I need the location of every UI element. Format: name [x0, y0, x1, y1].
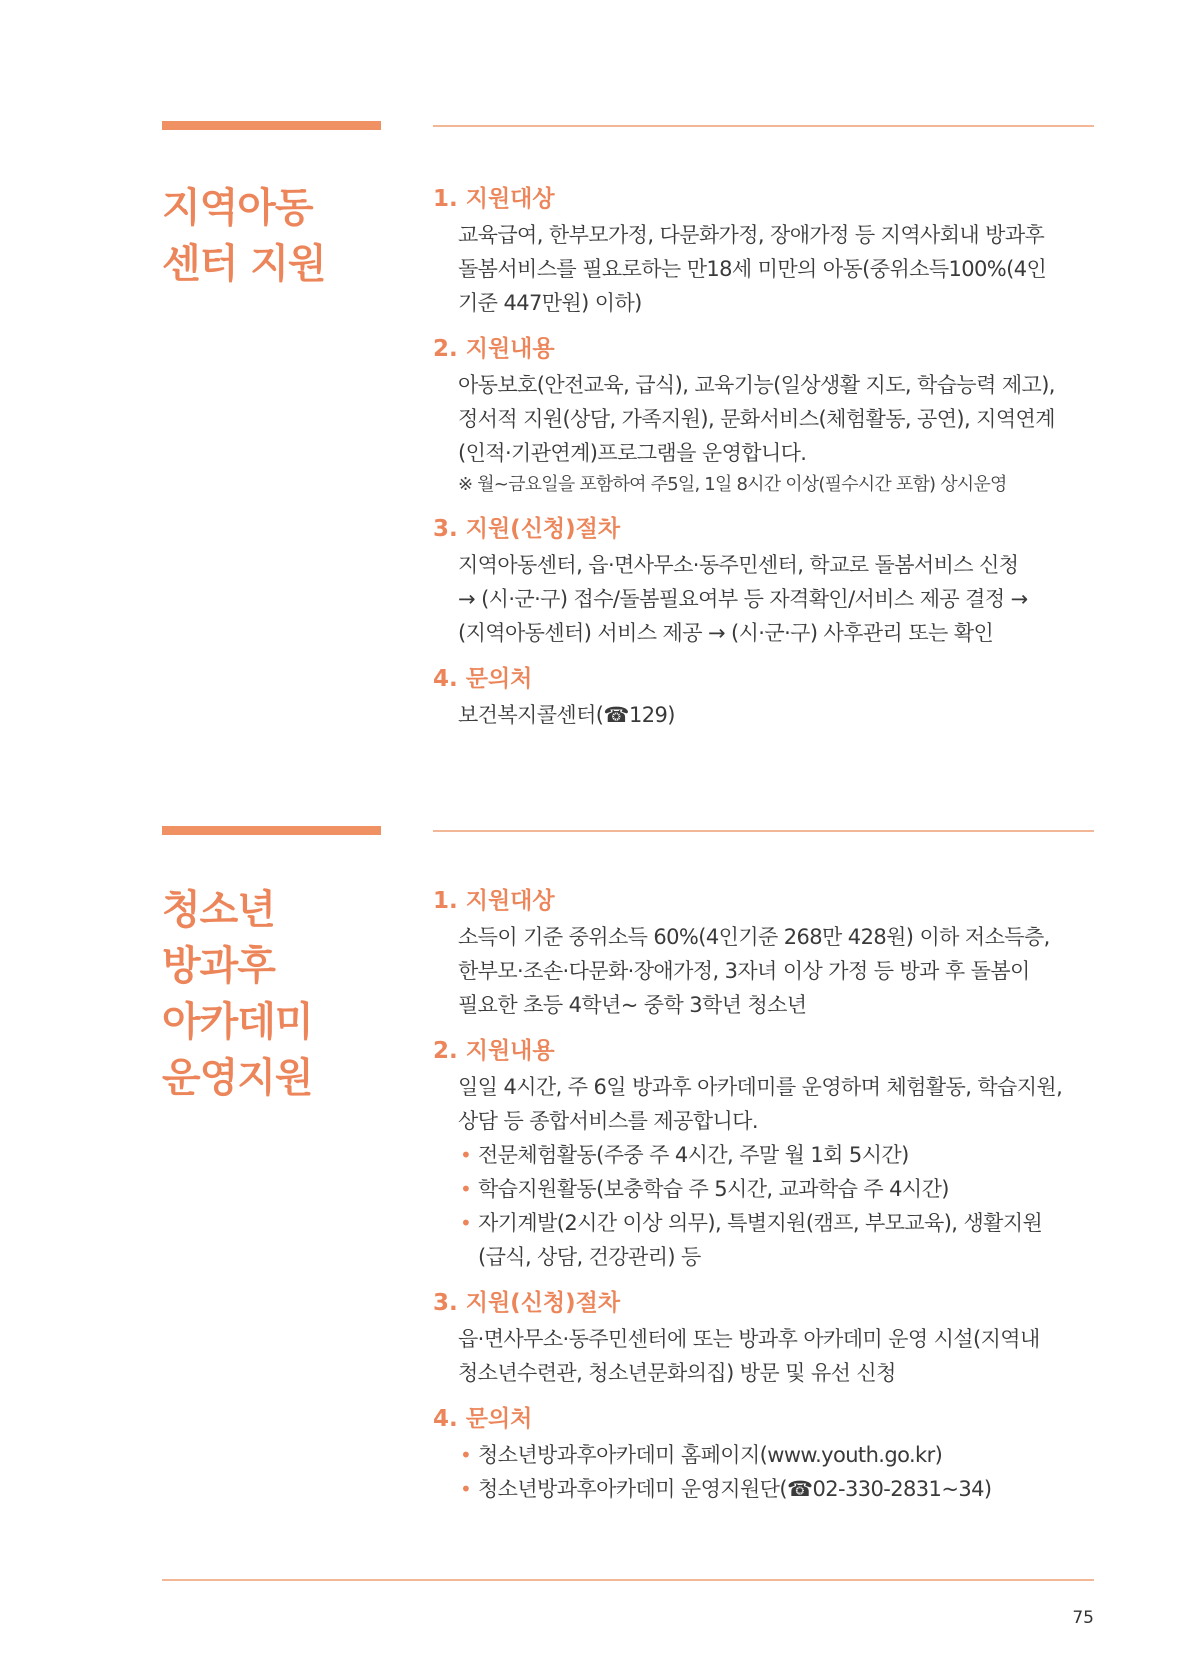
- section-1-accent-bar: [162, 121, 381, 130]
- section-1-title: [162, 180, 402, 292]
- item-heading: 2. 지원내용: [433, 336, 555, 362]
- bullet-item: [458, 1472, 1101, 1506]
- section-1-title-line: 센터 지원: [162, 241, 326, 287]
- body-line: 소득이 기준 중위소득 60%(4인기준 268만 428원) 이하 저소득층,: [458, 925, 1050, 949]
- body-line: 한부모·조손·다문화·장애가정, 3자녀 이상 가정 등 방과 후 돌봄이: [458, 959, 1030, 983]
- item-body: [458, 698, 1101, 732]
- item-body: [458, 218, 1101, 320]
- bullet-dot-icon: •: [460, 1177, 472, 1201]
- body-line: 돌봄서비스를 필요로하는 만18세 미만의 아동(중위소득100%(4인: [458, 257, 1047, 281]
- body-line: 읍·면사무소·동주민센터에 또는 방과후 아카데미 운영 시설(지역내: [458, 1327, 1040, 1351]
- section-2-item-content: [433, 1036, 1101, 1274]
- section-2-item-contact: [433, 1404, 1101, 1506]
- section-2-divider: [433, 830, 1094, 832]
- body-line: 필요한 초등 4학년~ 중학 3학년 청소년: [458, 993, 807, 1017]
- bullet-line: (급식, 상담, 건강관리) 등: [478, 1245, 701, 1269]
- section-2-item-procedure: [433, 1288, 1101, 1390]
- section-1-item-contact: [433, 664, 1101, 732]
- section-2-title-line: 청소년: [162, 887, 275, 933]
- item-heading: 1. 지원대상: [433, 888, 555, 914]
- section-2-title: [162, 882, 402, 1106]
- item-body: [458, 368, 1101, 470]
- section-1-title-line: 지역아동: [162, 185, 313, 231]
- item-heading: 2. 지원내용: [433, 1038, 555, 1064]
- body-line: 교육급여, 한부모가정, 다문화가정, 장애가정 등 지역사회내 방과후: [458, 223, 1045, 247]
- section-2-item-target: [433, 886, 1101, 1022]
- bullet-dot-icon: •: [460, 1477, 472, 1501]
- body-line: 아동보호(안전교육, 급식), 교육기능(일상생활 지도, 학습능력 제고),: [458, 373, 1055, 397]
- item-heading: 1. 지원대상: [433, 186, 555, 212]
- body-line: 보건복지콜센터(☎129): [458, 703, 675, 727]
- body-line: 정서적 지원(상담, 가족지원), 문화서비스(체험활동, 공연), 지역연계: [458, 407, 1055, 431]
- bullet-item: [458, 1206, 1101, 1274]
- bullet-item: [458, 1138, 1101, 1172]
- bullet-dot-icon: •: [460, 1143, 472, 1167]
- section-2-title-line: 방과후: [162, 943, 275, 989]
- operation-note: ※ 월~금요일을 포함하여 주5일, 1일 8시간 이상(필수시간 포함) 상시운영: [458, 474, 1007, 495]
- section-2-title-line: 아카데미: [162, 999, 313, 1045]
- item-body: [458, 1070, 1101, 1138]
- body-line: (인적·기관연계)프로그램을 운영합니다.: [458, 441, 807, 465]
- bullet-line: 청소년방과후아카데미 운영지원단(☎02-330-2831~34): [478, 1477, 992, 1501]
- bullet-dot-icon: •: [460, 1443, 472, 1467]
- body-line: 일일 4시간, 주 6일 방과후 아카데미를 운영하며 체험활동, 학습지원,: [458, 1075, 1063, 1099]
- bullet-list: [458, 1138, 1101, 1274]
- bullet-item: [458, 1438, 1101, 1472]
- item-heading: 3. 지원(신청)절차: [433, 516, 621, 542]
- section-1-item-target: [433, 184, 1101, 320]
- section-1-content: [433, 184, 1101, 746]
- body-line: → (시·군·구) 접수/돌봄필요여부 등 자격확인/서비스 제공 결정 →: [458, 587, 1028, 611]
- bullet-list: [458, 1438, 1101, 1506]
- item-body: [458, 920, 1101, 1022]
- body-line: 지역아동센터, 읍·면사무소·동주민센터, 학교로 돌봄서비스 신청: [458, 553, 1019, 577]
- item-body: [458, 548, 1101, 650]
- section-2-accent-bar: [162, 826, 381, 835]
- item-heading: 4. 문의처: [433, 666, 533, 692]
- bullet-dot-icon: •: [460, 1211, 472, 1235]
- body-line: 상담 등 종합서비스를 제공합니다.: [458, 1109, 758, 1133]
- bullet-item: [458, 1172, 1101, 1206]
- body-line: 청소년수련관, 청소년문화의집) 방문 및 유선 신청: [458, 1361, 896, 1385]
- item-heading: 3. 지원(신청)절차: [433, 1290, 621, 1316]
- body-line: (지역아동센터) 서비스 제공 → (시·군·구) 사후관리 또는 확인: [458, 621, 994, 645]
- page-number: 75: [1072, 1608, 1094, 1628]
- item-heading: 4. 문의처: [433, 1406, 533, 1432]
- section-1-divider: [433, 125, 1094, 127]
- bullet-line: 자기계발(2시간 이상 의무), 특별지원(캠프, 부모교육), 생활지원: [478, 1211, 1043, 1235]
- section-1-item-content: [433, 334, 1101, 500]
- bullet-line: 청소년방과후아카데미 홈페이지(www.youth.go.kr): [478, 1443, 943, 1467]
- section-2-content: [433, 886, 1101, 1520]
- section-2-title-line: 운영지원: [162, 1055, 313, 1101]
- section-1-item-procedure: [433, 514, 1101, 650]
- item-body: [458, 1322, 1101, 1390]
- footer-divider: [162, 1579, 1094, 1581]
- body-line: 기준 447만원) 이하): [458, 291, 642, 315]
- bullet-line: 전문체험활동(주중 주 4시간, 주말 월 1회 5시간): [478, 1143, 909, 1167]
- bullet-line: 학습지원활동(보충학습 주 5시간, 교과학습 주 4시간): [478, 1177, 949, 1201]
